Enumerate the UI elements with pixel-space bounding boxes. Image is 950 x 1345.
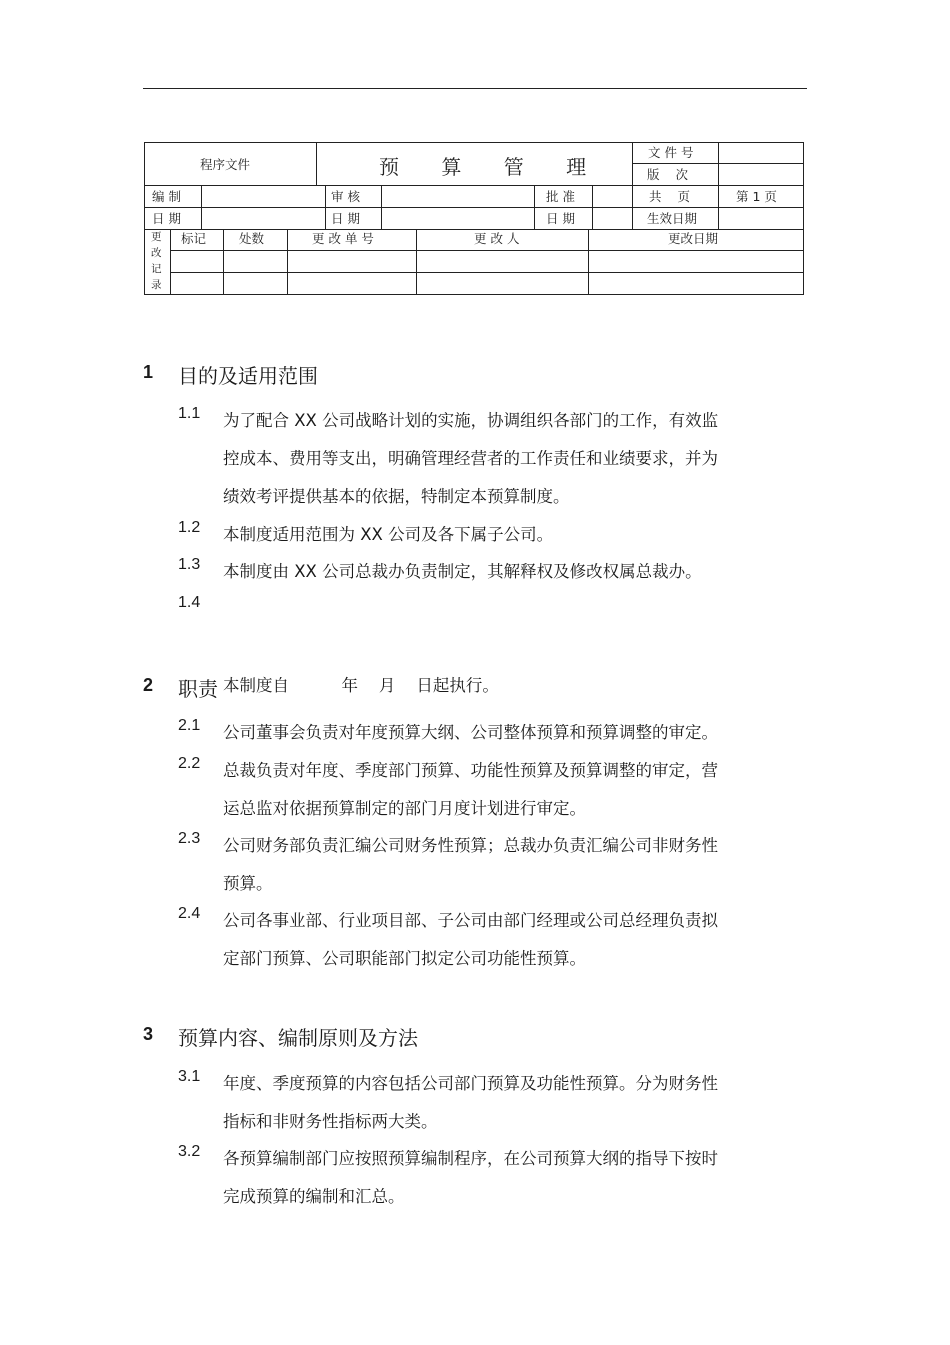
prepared-by-label: 编 制 <box>152 189 181 204</box>
clause-number: 2.4 <box>178 905 201 922</box>
section-title: 目的及适用范围 <box>178 364 318 388</box>
clause-number: 1.3 <box>178 556 201 573</box>
date-label-3: 日 期 <box>546 211 575 226</box>
clause-text: 公司各事业部、行业项目部、子公司由部门经理或公司总经理负责拟 定部门预算、公司职能部门拟定公司功能性预算。 <box>223 911 718 968</box>
clause-number: 2.3 <box>178 830 201 847</box>
clause-text: 本制度适用范围为 XX 公司及各下属子公司。 <box>223 525 554 544</box>
clause-text: 为了配合 XX 公司战略计划的实施，协调组织各部门的工作，有效监 控成本、费用等支出，明确管理经营者的工作责任和业绩要求，并为 绩效考评提供基本的依据，特制定本预算制度。 <box>223 411 719 506</box>
clause-text: 总裁负责对年度、季度部门预算、功能性预算及预算调整的审定，营 运总监对依据预算制定的部门月度计划进行审定。 <box>223 761 718 818</box>
column-change-date: 更改日期 <box>668 231 719 246</box>
clause-number: 1.1 <box>178 405 201 422</box>
section-title: 职责 <box>178 677 218 701</box>
effective-date-label: 生效日期 <box>647 211 698 226</box>
clause-text: 各预算编制部门应按照预算编制程序，在公司预算大纲的指导下按时 完成预算的编制和汇总。 <box>223 1149 718 1206</box>
clause-number: 1.4 <box>178 594 201 611</box>
reviewed-by-label: 审 核 <box>331 189 360 204</box>
clause-text: 公司财务部负责汇编公司财务性预算；总裁办负责汇编公司非财务性 预算。 <box>223 836 718 893</box>
page-number: 第 1 页 <box>736 189 777 204</box>
total-pages-label: 共 页 <box>649 189 696 204</box>
date-label-1: 日 期 <box>152 211 181 226</box>
clause-text: 公司董事会负责对年度预算大纲、公司整体预算和预算调整的审定。 <box>223 723 718 742</box>
clause-number: 2.2 <box>178 755 201 772</box>
clause-number: 3.1 <box>178 1068 201 1085</box>
approved-by-label: 批 准 <box>546 189 575 204</box>
clause-number: 1.2 <box>178 519 201 536</box>
clause-text: 本制度自 年 月 日起执行。 <box>223 676 499 695</box>
section-number: 2 <box>143 675 154 695</box>
column-count: 处数 <box>239 231 265 246</box>
document-title: 预 算 管 理 <box>379 155 605 179</box>
doc-type-label: 程序文件 <box>200 157 251 172</box>
clause-text: 年度、季度预算的内容包括公司部门预算及功能性预算。分为财务性 指标和非财务性指标两大类。 <box>223 1074 718 1131</box>
section-number: 1 <box>143 362 154 382</box>
section-number: 3 <box>143 1024 154 1044</box>
clause-number: 2.1 <box>178 717 201 734</box>
change-record-side-label: 更 改 记 录 <box>151 231 162 291</box>
column-mark: 标记 <box>181 231 207 246</box>
top-rule <box>143 88 807 89</box>
column-change-order-no: 更 改 单 号 <box>312 231 374 246</box>
clause-text: 本制度由 XX 公司总裁办负责制定，其解释权及修改权属总裁办。 <box>223 562 702 581</box>
section-title: 预算内容、编制原则及方法 <box>178 1026 418 1050</box>
version-label: 版 次 <box>647 167 694 182</box>
document-header-table <box>144 142 804 295</box>
date-label-2: 日 期 <box>331 211 360 226</box>
clause-number: 3.2 <box>178 1143 201 1160</box>
file-no-label: 文 件 号 <box>648 145 694 160</box>
column-changed-by: 更 改 人 <box>474 231 520 246</box>
